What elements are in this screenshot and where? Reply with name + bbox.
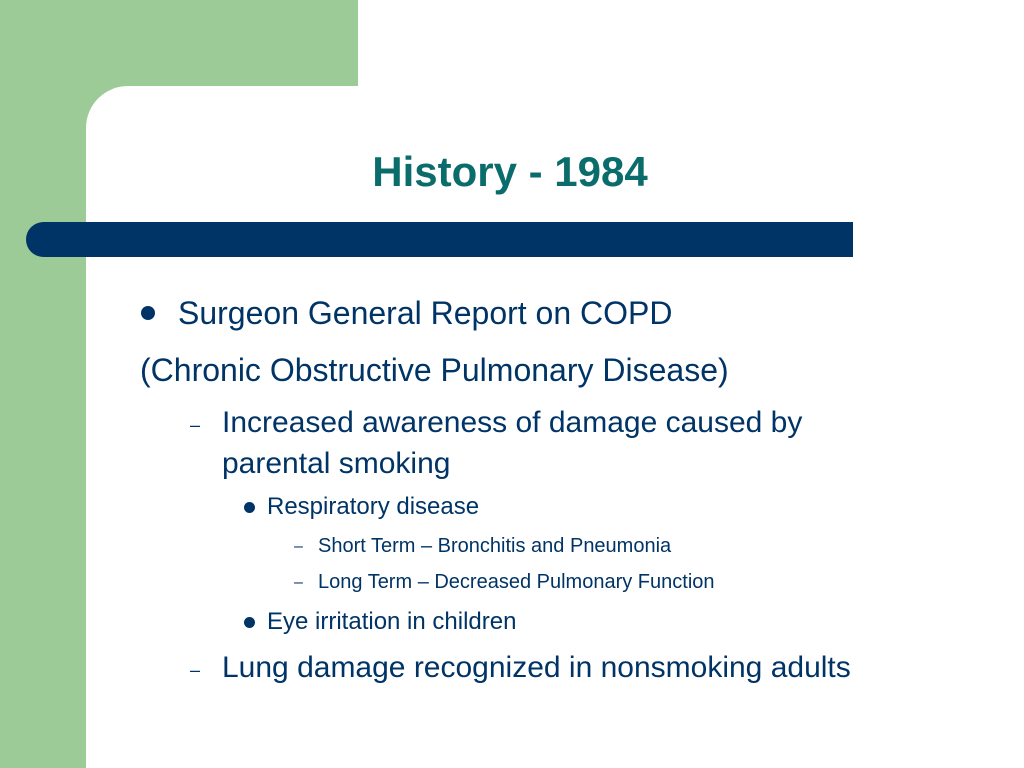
dash-icon: –: [294, 574, 303, 591]
slide-title: History - 1984: [372, 148, 648, 195]
bullet-dot-icon: [141, 306, 155, 320]
sub-sub-bullet-respiratory-disease: Respiratory disease: [267, 493, 480, 520]
sub-bullet-increased-awareness: Increased awareness of damage caused by: [222, 406, 803, 439]
level4-long-term: Long Term – Decreased Pulmonary Function: [318, 571, 715, 593]
dash-icon: –: [190, 415, 201, 435]
dash-icon: –: [294, 538, 303, 555]
sub-sub-bullet-eye-irritation: Eye irritation in children: [267, 608, 517, 635]
bullet-dot-icon: [244, 502, 255, 513]
level4-short-term: Short Term – Bronchitis and Pneumonia: [318, 535, 672, 557]
dash-icon: –: [190, 660, 201, 680]
bullet-surgeon-general-report: Surgeon General Report on COPD: [178, 295, 673, 331]
bullet-dot-icon: [244, 617, 255, 628]
sub-bullet-lung-damage: Lung damage recognized in nonsmoking adults: [222, 651, 851, 684]
bullet-copd-continuation: (Chronic Obstructive Pulmonary Disease): [140, 352, 729, 388]
sub-bullet-increased-awareness-cont: parental smoking: [222, 447, 451, 480]
